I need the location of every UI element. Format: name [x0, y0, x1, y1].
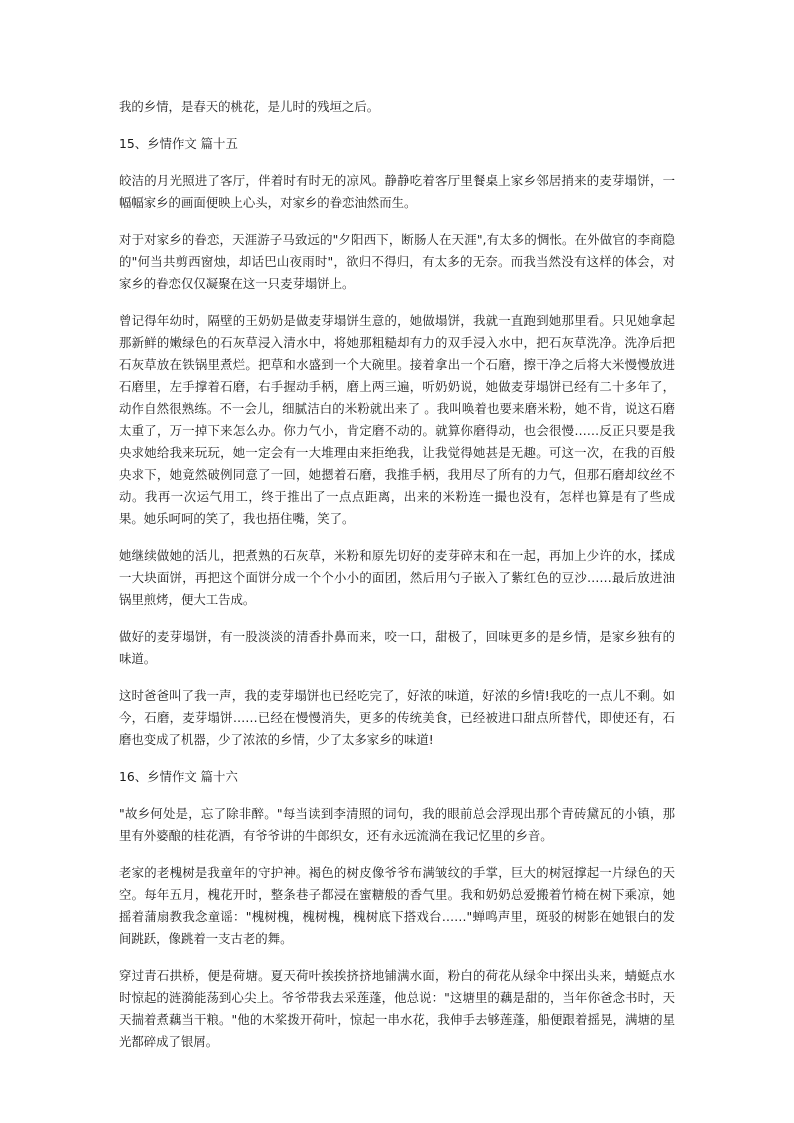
paragraph-intro: 我的乡情，是春天的桃花，是儿时的残垣之后。 [119, 99, 380, 114]
paragraph: 对于对家乡的眷恋，天涯游子马致远的"夕阳西下，断肠人在天涯",有太多的惆怅。在外做官的李商隐的"何当共剪西窗烛，却话巴山夜雨时"，欲归不得归，有太多的无奈。而我当然没有这样的体会，对家乡的眷恋仅仅凝聚在这一只麦芽塌饼上。 [119, 232, 675, 291]
paragraph: "故乡何处是，忘了除非醉。"每当读到李清照的词句，我的眼前总会浮现出那个青砖黛瓦的小镇，那里有外婆酿的桂花酒，有爷爷讲的牛郎织女，还有永远流淌在我记忆里的乡音。 [119, 806, 675, 843]
paragraph: 这时爸爸叫了我一声，我的麦芽塌饼也已经吃完了，好浓的味道，好浓的乡情!我吃的一点儿不剩。如今，石磨，麦芽塌饼……已经在慢慢消失，更多的传统美食，已经被进口甜点所替代，即使还有，石磨也变成了机器，少了浓浓的乡情，少了太多家乡的味道! [119, 688, 675, 747]
paragraph: 曾记得年幼时，隔壁的王奶奶是做麦芽塌饼生意的，她做塌饼，我就一直跑到她那里看。只见她拿起那新鲜的嫩绿色的石灰草浸入清水中，将她那粗糙却有力的双手浸入水中，把石灰草洗净。洗净后把石灰草放在铁锅里煮烂。把草和水盛到一个大碗里。接着拿出一个石磨，擦干净之后将大米慢慢放进石磨里，左手撑着石磨，右手握动手柄，磨上两三遍，听奶奶说，她做麦芽塌饼已经有二十多年了，动作自然很熟练。不一会儿，细腻洁白的米粉就出来了 。我叫唤着也要来磨米粉，她不肯，说这石磨太重了，万一掉下来怎么办。你力气小，肯定磨不动的。就算你磨得动，也会很慢……反正只要是我央求她给我来玩玩，她一定会有一大堆理由来拒绝我，让我觉得她甚是无趣。可这一次，在我的百般央求下，她竟然破例同意了一回，她摁着石磨，我推手柄，我用尽了所有的力气，但那石磨却纹丝不动。我再一次运气用工，终于推出了一点点距离，出来的米粉连一撮也没有，怎样也算是有了些成果。她乐呵呵的笑了，我也捂住嘴，笑了。 [119, 313, 675, 526]
paragraph: 她继续做她的活儿，把煮熟的石灰草，米粉和原先切好的麦芽碎末和在一起，再加上少许的水，揉成一大块面饼，再把这个面饼分成一个个小小的面团，然后用勺子嵌入了紫红色的豆沙……最后放进油锅里煎烤，便大工告成。 [119, 548, 675, 607]
paragraph: 老家的老槐树是我童年的守护神。褐色的树皮像爷爷布满皱纹的手掌，巨大的树冠撑起一片绿色的天空。每年五月，槐花开时，整条巷子都浸在蜜糖般的香气里。我和奶奶总爱搬着竹椅在树下乘凉，她摇着蒲扇教我念童谣："槐树槐，槐树槐，槐树底下搭戏台……"蝉鸣声里，斑驳的树影在她银白的发间跳跃，像跳着一支古老的舞。 [119, 865, 675, 946]
document-page [119, 96, 675, 1068]
paragraph: 做好的麦芽塌饼，有一股淡淡的清香扑鼻而来，咬一口，甜极了，回味更多的是乡情，是家乡独有的味道。 [119, 629, 675, 666]
paragraph: 穿过青石拱桥，便是荷塘。夏天荷叶挨挨挤挤地铺满水面，粉白的荷花从绿伞中探出头来，蜻蜓点水时惊起的涟漪能荡到心尖上。爷爷带我去采莲蓬，他总说："这塘里的藕是甜的，当年你爸念书时，天天揣着煮藕当干粮。"他的木桨拨开荷叶，惊起一串水花，我伸手去够莲蓬，船便跟着摇晃，满塘的星光都碎成了银屑。 [119, 968, 675, 1049]
section-heading-16: 16、乡情作文 篇十六 [119, 769, 238, 784]
section-heading-15: 15、乡情作文 篇十五 [119, 136, 238, 151]
paragraph: 皎洁的月光照进了客厅，伴着时有时无的凉风。静静吃着客厅里餐桌上家乡邻居捎来的麦芽塌饼，一幅幅家乡的画面便映上心头，对家乡的眷恋油然而生。 [119, 173, 675, 210]
